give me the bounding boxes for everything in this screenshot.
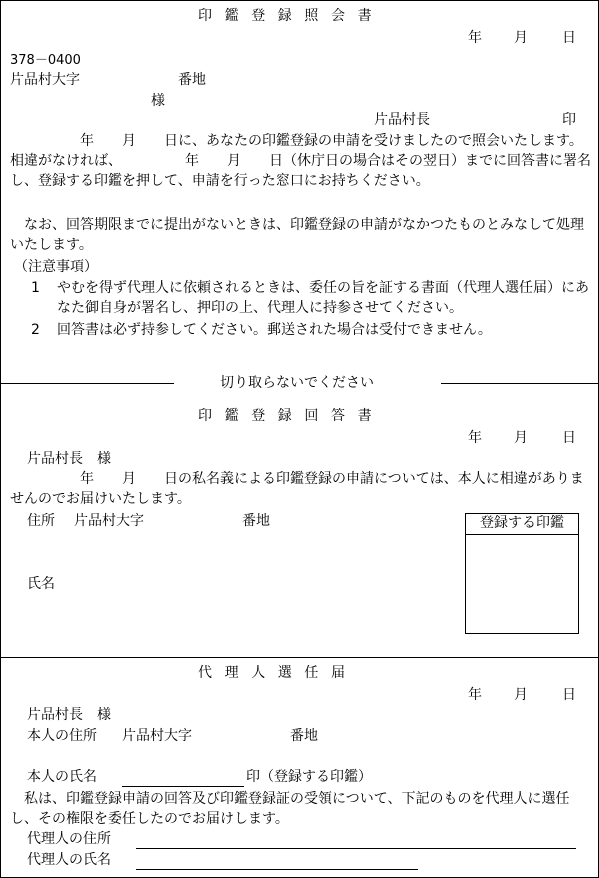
section-divider: [1, 657, 598, 658]
applicant-address: 片品村大字 番地: [10, 72, 206, 88]
proxy-date-year: 年: [468, 687, 482, 703]
notes-heading: （注意事項）: [14, 259, 98, 275]
seal-stamp-box[interactable]: [465, 513, 579, 634]
inquiry-date-month: 月: [514, 30, 528, 46]
postal-code: 378－0400: [10, 53, 81, 68]
proxy-date-day: 日: [562, 687, 576, 703]
reply-address-value: 片品村大字 番地: [74, 513, 270, 529]
note-1-number: 1: [31, 280, 40, 296]
note-2-number: 2: [31, 322, 40, 338]
reply-address-label: 住所: [27, 513, 55, 529]
proxy-body: 私は、印鑑登録申請の回答及び印鑑登録証の受領について、下記のものを代理人に選任し、その権限を委任したのでお届けします。: [10, 791, 570, 827]
reply-name-label: 氏名: [27, 576, 55, 592]
reply-date-day: 日: [562, 430, 576, 446]
cut-line-right: [441, 383, 598, 384]
inquiry-body-1: 年 月 日に、あなたの印鑑登録の申請を受けましたので照会いたします。相違がなければ、 年 月 日（休庁日の場合はその翌日）までに回答書に署名し、登録する印鑑を押して、申請を行った窓口にお持ちください。: [10, 133, 591, 189]
principal-seal-note: 印（登録する印鑑）: [246, 769, 372, 785]
inquiry-date-day: 日: [562, 30, 576, 46]
reply-addressee: 片品村長 様: [27, 451, 111, 467]
proxy-date-month: 月: [514, 687, 528, 703]
cut-line-left: [1, 383, 174, 384]
reply-date-year: 年: [468, 430, 482, 446]
reply-date-month: 月: [514, 430, 528, 446]
reply-title: 印鑑登録回答書: [198, 408, 385, 424]
inquiry-date-year: 年: [468, 30, 482, 46]
note-2: 回答書は必ず持参してください。郵送された場合は受付できません。: [57, 322, 492, 338]
seal-box-label: 登録する印鑑: [466, 514, 578, 535]
principal-address-label: 本人の住所: [27, 728, 97, 744]
issuer-seal: 印: [562, 112, 576, 128]
agent-address-label: 代理人の住所: [27, 831, 111, 847]
principal-address-value: 片品村大字 番地: [122, 728, 318, 744]
principal-name-field[interactable]: [122, 786, 244, 787]
note-1: やむを得ず代理人に依頼されるときは、委任の旨を証する書面（代理人選任届）にあなた御自身が署名し、押印の上、代理人に持参させてください。: [57, 280, 589, 316]
agent-name-label: 代理人の氏名: [27, 852, 111, 868]
issuer-name: 片品村長: [374, 112, 430, 128]
reply-body: 年 月 日の私名義による印鑑登録の申請については、本人に相違がありませんのでお届けいたします。: [10, 471, 584, 507]
proxy-title: 代理人選任届: [198, 665, 358, 681]
applicant-honorific: 様: [151, 93, 165, 109]
cut-line-label: 切り取らないでください: [220, 375, 374, 391]
agent-address-field[interactable]: [136, 848, 576, 849]
inquiry-title: 印鑑登録照会書: [198, 8, 385, 24]
inquiry-body-2: なお、回答期限までに提出がないときは、印鑑登録の申請がなかつたものとみなして処理いたします。: [10, 217, 584, 253]
agent-name-field[interactable]: [136, 869, 418, 870]
principal-name-label: 本人の氏名: [27, 769, 97, 785]
proxy-addressee: 片品村長 様: [27, 707, 111, 723]
